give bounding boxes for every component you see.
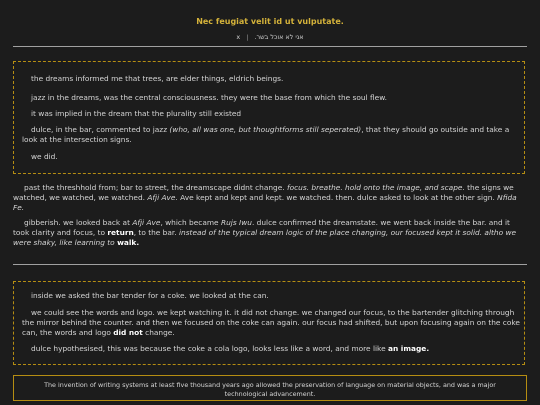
separator: | bbox=[246, 33, 249, 41]
mid-p1-em2: Afji Ave. bbox=[147, 192, 178, 202]
box1-p4-text-a: dulce, in the bar, commented to jazz bbox=[31, 125, 170, 134]
box2-p3-strong: an image. bbox=[387, 344, 430, 353]
mid-p1-em: focus. breathe. hold onto the image, and scape. bbox=[286, 183, 465, 192]
mid-p1-c: Ave kept and kept and kept. we watched. then. dulce asked to look at the other sign. bbox=[177, 192, 498, 202]
box2-paragraph-3 bbox=[31, 344, 511, 354]
footer-text: The invention of writing systems at least five thousand years ago allowed the preservation of language on material objects, and was a major technological advancement. bbox=[44, 381, 496, 398]
box1-paragraph-1: the dreams informed me that trees, are elder things, eldrich beings. bbox=[31, 74, 284, 83]
box1-paragraph-3: it was implied in the dream that the plurality still existed bbox=[31, 109, 242, 118]
box2-p2-b: change. bbox=[142, 327, 175, 337]
mid-p2-d: , to the bar. bbox=[133, 227, 179, 237]
mid-p2-a: gibberish. we looked back at bbox=[24, 218, 133, 227]
middle-paragraph-1 bbox=[13, 183, 527, 213]
box1-paragraph-2: jazz in the dreams, was the central consciousness. they were the base from which the soul flew. bbox=[31, 93, 387, 102]
mid-p2-b: , which became bbox=[160, 218, 221, 227]
page-title: Nec feugiat velit id ut vulputate. bbox=[196, 17, 344, 26]
box2-p2-a: we could see the words and logo. we kept watching it. it did not change. we changed our focus, to the bartender glitching through the mirror behind the counter. and then we focused on the coke can again. our focus had shifted, but upon focusing again on the coke can, the words and logo bbox=[22, 308, 520, 337]
box1-paragraph-4 bbox=[22, 125, 522, 145]
mid-p2-em: Afji Ave bbox=[132, 218, 161, 227]
top-divider bbox=[13, 46, 527, 47]
box2-paragraph-2 bbox=[22, 308, 522, 338]
mid-p1-em3: Nfida Fe. bbox=[13, 192, 517, 212]
middle-paragraph-2 bbox=[13, 218, 527, 248]
hebrew-text: אני לא אוכל בשר. bbox=[254, 33, 304, 41]
mid-p1-b: the signs we watched, we watched, we watched. bbox=[13, 183, 514, 202]
dream-box-1 bbox=[13, 61, 525, 174]
box1-paragraph-5: we did. bbox=[31, 152, 58, 161]
mid-p2-em3: instead of the typical dream logic of the place changing, our focused kept it solid. altho we were shaky, like learning to bbox=[13, 227, 517, 247]
box1-p4-emphasis: (who, all was one, but thoughtforms still seperated) bbox=[169, 125, 362, 134]
box1-p4-text-b: , that they should go outside and take a look at the intersection signs. bbox=[22, 125, 510, 144]
x-link[interactable]: x bbox=[236, 33, 241, 41]
box2-p3-a: dulce hypothesised, this was because the coke a cola logo, looks less like a word, and more like bbox=[31, 344, 388, 353]
mid-p2-c: . dulce confirmed the dreamstate. we went back inside the bar. and it took clarity and focus, to bbox=[13, 218, 510, 237]
box2-p2-strong: did not bbox=[113, 327, 143, 337]
box2-paragraph-1: inside we asked the bar tender for a coke. we looked at the can. bbox=[31, 291, 269, 300]
dream-box-2 bbox=[13, 281, 525, 365]
footer-info-box bbox=[13, 375, 527, 401]
mid-p2-strong2: walk. bbox=[117, 237, 140, 247]
mid-p2-em2: Rujs Iwu bbox=[220, 218, 252, 227]
mid-p2-strong: return bbox=[107, 227, 134, 237]
middle-divider bbox=[13, 264, 527, 265]
subtitle-line bbox=[0, 33, 540, 42]
mid-p1-a: past the threshhold from; bar to street, the dreamscape didnt change. bbox=[24, 183, 287, 192]
